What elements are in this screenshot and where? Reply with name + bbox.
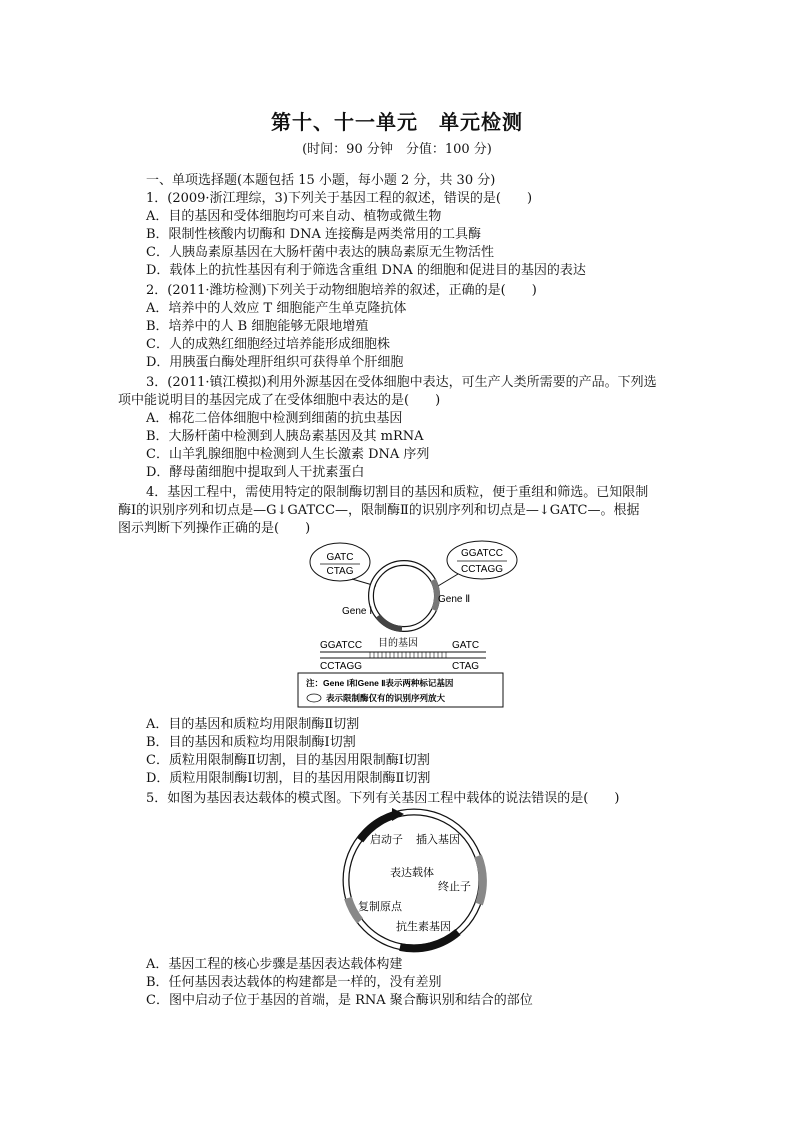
target-gene-label: 目的基因 [378, 638, 418, 649]
question-3-option-b: B．大肠杆菌中检测到人胰岛素基因及其 mRNA [146, 429, 424, 444]
question-4-option-c: C．质粒用限制酶Ⅱ切割，目的基因用限制酶Ⅰ切割 [146, 753, 430, 768]
expression-vector-figure [340, 806, 490, 956]
figure-note-line1: 注：Gene Ⅰ和Gene Ⅱ表示两种标记基因 [306, 678, 454, 688]
question-1-stem: 1．(2009·浙江理综，3)下列关于基因工程的叙述，错误的是( ) [146, 191, 533, 206]
question-4-stem-line2: 酶Ⅰ的识别序列和切点是—G↓GATCC—，限制酶Ⅱ的识别序列和切点是—↓GATC—。根据 [118, 503, 640, 518]
note-bubble-icon [307, 694, 321, 702]
question-2-option-c: C．人的成熟红细胞经过培养能形成细胞株 [146, 337, 390, 352]
left-bubble-top-seq: GATC [326, 552, 354, 563]
antibiotic-segment [400, 932, 458, 948]
question-5-option-c: C．图中启动子位于基因的首端，是 RNA 聚合酶识别和结合的部位 [146, 993, 533, 1008]
vector-center-label: 表达载体 [390, 867, 434, 879]
question-5-option-b: B．任何基因表达载体的构建都是一样的，没有差别 [146, 975, 442, 990]
fragment-left-bottom-seq: CCTAGG [320, 661, 363, 672]
question-2-option-b: B．培养中的人 B 细胞能够无限地增殖 [146, 319, 369, 334]
origin-label: 复制原点 [358, 901, 402, 913]
question-2-option-a: A．培养中的人效应 T 细胞能产生单克隆抗体 [146, 301, 407, 316]
question-4-stem-line1: 4．基因工程中，需使用特定的限制酶切割目的基因和质粒，便于重组和筛选。已知限制 [146, 485, 649, 500]
question-4-option-a: A．目的基因和质粒均用限制酶Ⅱ切割 [146, 717, 360, 732]
question-3-stem-line1: 3．(2011·镇江模拟)利用外源基因在受体细胞中表达，可生产人类所需要的产品。下列选 [146, 375, 657, 390]
right-bubble-top-seq: GGATCC [460, 548, 504, 559]
question-4-option-b: B．目的基因和质粒均用限制酶Ⅰ切割 [146, 735, 356, 750]
question-1-option-c: C．人胰岛素原基因在大肠杆菌中表达的胰岛素原无生物活性 [146, 245, 494, 260]
promoter-label: 启动子 [370, 834, 403, 846]
gene2-segment [433, 580, 437, 610]
question-4-option-d: D．质粒用限制酶Ⅰ切割，目的基因用限制酶Ⅱ切割 [146, 771, 431, 786]
fragment-left-top-seq: GGATCC [320, 640, 363, 651]
question-4-stem-line3: 图示判断下列操作正确的是( ) [118, 521, 311, 536]
question-1-option-b: B．限制性核酸内切酶和 DNA 连接酶是两类常用的工具酶 [146, 227, 482, 242]
page-title: 第十、十一单元 单元检测 [271, 110, 523, 134]
gene1-segment [378, 616, 402, 629]
question-3-option-c: C．山羊乳腺细胞中检测到人生长激素 DNA 序列 [146, 447, 430, 462]
question-3-option-a: A．棉花二倍体细胞中检测到细菌的抗虫基因 [146, 411, 403, 426]
insert-gene-label: 插入基因 [416, 834, 460, 846]
section-heading: 一、单项选择题(本题包括 15 小题，每小题 2 分，共 30 分) [146, 173, 496, 188]
plasmid-figure-q4 [290, 540, 520, 712]
antibiotic-gene-label: 抗生素基因 [396, 921, 451, 933]
fragment-rungs [370, 652, 446, 658]
terminator-label: 终止子 [438, 881, 471, 893]
right-bubble-bottom-seq: CCTAGG [460, 564, 504, 575]
figure-note-line2: 表示限制酶仅有的识别序列放大 [326, 693, 446, 703]
question-1-option-a: A．目的基因和受体细胞均可来自动、植物或微生物 [146, 209, 442, 224]
left-bubble-bottom-seq: CTAG [326, 566, 354, 577]
question-3-option-d: D．酵母菌细胞中提取到人干扰素蛋白 [146, 465, 365, 480]
question-5-stem: 5．如图为基因表达载体的模式图。下列有关基因工程中载体的说法错误的是( ) [146, 791, 620, 806]
question-5-option-a: A．基因工程的核心步骤是基因表达载体构建 [146, 957, 403, 972]
fragment-right-bottom-seq: CTAG [452, 661, 480, 672]
gene2-label: Gene Ⅱ [438, 594, 471, 605]
fragment-right-top-seq: GATC [452, 640, 480, 651]
question-2-option-d: D．用胰蛋白酶处理肝组织可获得单个肝细胞 [146, 355, 404, 370]
question-2-stem: 2．(2011·潍坊检测)下列关于动物细胞培养的叙述，正确的是( ) [146, 283, 537, 298]
page-subtitle: (时间：90 分钟 分值：100 分) [302, 142, 492, 157]
question-3-stem-line2: 项中能说明目的基因完成了在受体细胞中表达的是( ) [118, 393, 441, 408]
question-1-option-d: D．载体上的抗性基因有利于筛选含重组 DNA 的细胞和促进目的基因的表达 [146, 263, 586, 278]
gene1-label: Gene Ⅰ [342, 606, 373, 617]
